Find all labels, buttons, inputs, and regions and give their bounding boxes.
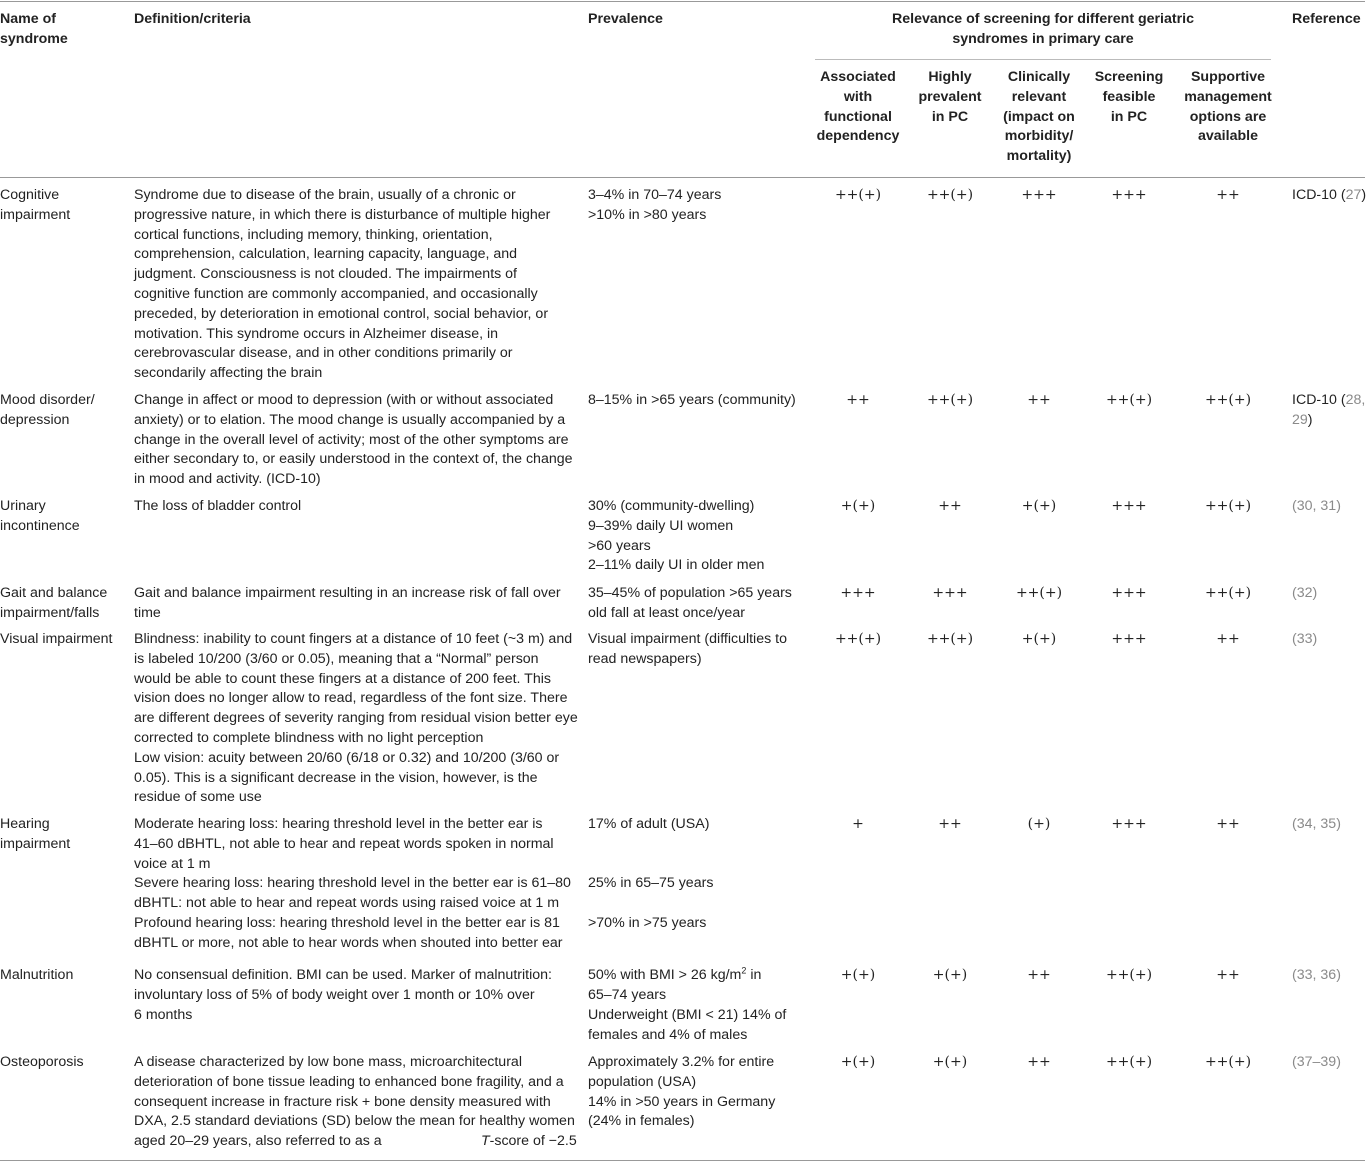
row-reference: (33, 36) [1292,967,1341,983]
header-definition: Definition/criteria [134,11,251,27]
row-name: Malnutrition [0,967,74,983]
reference-link[interactable]: 36 [1320,967,1337,983]
row-name: Hearing impairment [0,816,71,852]
header-functional-dependency: Associated with functional dependency [816,69,900,145]
rating-feasible: +++ [1111,187,1147,203]
definition-end: -score of −2.5 [489,1133,577,1149]
rating-clinical: ++ [1027,392,1051,408]
reference-link[interactable]: 33 [1296,967,1313,983]
row-prevalence: 3–4% in 70–74 years >10% in >80 years [588,187,722,223]
row-name: Osteoporosis [0,1054,84,1070]
rating-supportive: ++ [1216,816,1240,832]
row-definition: No consensual definition. BMI can be used. Marker of malnutrition: involuntary loss of 5% of body weight over 1 month or 10% over 6 months [134,967,552,1023]
row-name: Visual impairment [0,631,113,647]
row-prevalence: Approximately 3.2% for entire population (USA) 14% in >50 years in Germany (24% in females) [588,1054,776,1130]
row-reference: (32) [1292,585,1318,601]
rating-prevalent: ++ [938,498,962,514]
header-highly-prevalent: Highly prevalent in PC [918,69,982,125]
row-prevalence: 65–74 years Underweight (BMI < 21) 14% of females and 4% of males [588,987,787,1043]
rating-functional: +(+) [840,967,876,983]
rating-supportive: ++(+) [1204,585,1252,601]
rating-prevalent: +(+) [932,1054,968,1070]
superscript: 2 [741,965,747,976]
rating-prevalent: +(+) [932,967,968,983]
reference-link[interactable]: 35 [1320,816,1337,832]
table-bottom-rule [0,1160,1365,1161]
row-name: Urinary incontinence [0,498,80,534]
rating-supportive: ++(+) [1204,392,1252,408]
reference-link[interactable]: 27 [1345,187,1362,203]
header-clinically-relevant: Clinically relevant (impact on morbidity/ mortality) [1003,69,1075,165]
rating-feasible: +++ [1111,816,1147,832]
rating-clinical: ++ [1027,1054,1051,1070]
row-reference: (34, 35) [1292,816,1341,832]
rating-supportive: ++ [1216,631,1240,647]
row-reference: (33) [1292,631,1318,647]
rating-functional: ++ [846,392,870,408]
row-definition: Syndrome due to disease of the brain, usually of a chronic or progressive nature, in which there is disturbance of multiple higher cortical functions, including memory, thinking, orientation, comprehension, calculation, learning capacity, language, and judgment. Consciousness is not clouded. The impairments of cognitive function are commonly accompanied, and occasionally preceded, by deterioration in emotional control, social behavior, or motivation. This syndrome occurs in Alzheimer disease, in cerebrovascular disease, and in other conditions primarily or secondarily affecting the brain [134,187,551,382]
row-name: Gait and balance impairment/falls [0,585,108,621]
reference-link[interactable]: 33 [1296,631,1313,647]
reference-link[interactable]: 37–39 [1296,1054,1337,1070]
rating-feasible: ++(+) [1105,1054,1153,1070]
rating-functional: +++ [840,585,876,601]
rating-clinical: +(+) [1021,498,1057,514]
rating-clinical: ++(+) [1015,585,1063,601]
reference-link[interactable]: 32 [1296,585,1313,601]
t-score-italic: T [480,1133,490,1149]
row-definition: A disease characterized by low bone mass, microarchitectural deterioration of bone tissue leading to enhanced bone fragility, and a consequent increase in fracture risk + bone density measured with DXA, 2.5 standard deviations (SD) below the mean for healthy women aged 20–29 years, also referred to as a [134,1054,575,1150]
header-supportive-management: Supportive management options are available [1184,69,1272,145]
prevalence-text: in [746,967,762,983]
header-reference: Reference [1292,11,1361,27]
row-prevalence: 17% of adult (USA) [588,816,710,832]
reference-link[interactable]: 30 [1296,498,1313,514]
rating-feasible: +++ [1111,498,1147,514]
reference-link[interactable]: 34 [1296,816,1313,832]
rating-functional: ++(+) [834,187,882,203]
rating-clinical: +(+) [1021,631,1057,647]
rating-functional: +(+) [840,498,876,514]
row-definition: Change in affect or mood to depression (with or without associated anxiety) or to elation. The mood change is usually accompanied by a change in the overall level of activity; most of the other symptoms are either secondary to, or easily understood in the context of, the change in mood and activity. (ICD-10) [134,392,573,488]
rating-clinical: (+) [1027,816,1051,832]
rating-supportive: ++(+) [1204,1054,1252,1070]
rating-prevalent: ++(+) [926,392,974,408]
row-reference: (30, 31) [1292,498,1341,514]
rating-supportive: ++ [1216,187,1240,203]
rating-prevalent: ++(+) [926,631,974,647]
row-reference: (37–39) [1292,1054,1341,1070]
table-top-rule [0,1,1365,2]
row-prevalence: 25% in 65–75 years [588,875,714,891]
rating-clinical: ++ [1027,967,1051,983]
rating-functional: +(+) [840,1054,876,1070]
row-name: Mood disorder/ depression [0,392,95,428]
rating-prevalent: ++ [938,816,962,832]
rating-functional: + [852,816,864,832]
row-prevalence [588,966,761,986]
reference-suffix: ) [1361,187,1366,203]
row-prevalence: 30% (community-dwelling) 9–39% daily UI women >60 years 2–11% daily UI in older men [588,498,765,574]
header-relevance-group: Relevance of screening for different geriatric syndromes in primary care [892,11,1194,47]
rating-feasible: +++ [1111,631,1147,647]
rating-clinical: +++ [1021,187,1057,203]
prevalence-text: 50% with BMI > 26 kg/m [588,967,742,983]
rating-prevalent: ++(+) [926,187,974,203]
rating-functional: ++(+) [834,631,882,647]
row-definition: Blindness: inability to count fingers at a distance of 10 feet (~3 m) and is labeled 10/200 (3/60 or 0.05), meaning that a “Normal” person would be able to count these fingers at a distance of 200 feet. This vision does no longer allow to read, regardless of the font size. There are different degrees of severity ranging from residual vision better eye corrected to complete blindness with no light perception Low vision: acuity between 20/60 (6/18 or 0.32) and 10/200 (3/60 or 0.05). This is a significant decrease in the vision, however, is the residue of some use [134,631,578,806]
reference-suffix: ) [1307,412,1313,428]
header-screening-feasible: Screening feasible in PC [1094,69,1164,125]
rating-supportive: ++(+) [1204,498,1252,514]
reference-prefix: ICD-10 ( [1292,392,1346,408]
row-prevalence: 8–15% in >65 years (community) [588,392,796,408]
rating-prevalent: +++ [932,585,968,601]
row-reference [1292,186,1366,206]
group-header-rule [815,59,1271,60]
row-definition: The loss of bladder control [134,498,302,514]
row-name: Cognitive impairment [0,187,71,223]
header-name-of-syndrome: Name of syndrome [0,11,68,47]
rating-feasible: ++(+) [1105,967,1153,983]
row-reference [1292,391,1365,411]
reference-link[interactable]: 29 [1292,412,1308,428]
row-definition-end [477,1132,577,1152]
row-reference-cont [1292,411,1313,431]
rating-feasible: ++(+) [1105,392,1153,408]
row-definition: Moderate hearing loss: hearing threshold level in the better ear is 41–60 dBHTL, not able to hear and repeat words spoken in normal voice at 1 m Severe hearing loss: hearing threshold level in the better ear is 61–80 dBHTL: not able to hear and repeat words using raised voice at 1 m Profound hearing loss: hearing threshold level in the better ear is 81 dBHTL or more, not able to hear words when shouted into better ear [134,816,571,951]
reference-prefix: ICD-10 ( [1292,187,1346,203]
row-prevalence: Visual impairment (difficulties to read newspapers) [588,631,787,667]
reference-link[interactable]: 28, [1345,392,1366,408]
row-prevalence: 35–45% of population >65 years old fall at least once/year [588,585,792,621]
rating-supportive: ++ [1216,967,1240,983]
header-bottom-rule [0,177,1365,178]
header-prevalence: Prevalence [588,11,663,27]
rating-feasible: +++ [1111,585,1147,601]
row-prevalence: >70% in >75 years [588,915,707,931]
reference-link[interactable]: 31 [1320,498,1337,514]
row-definition: Gait and balance impairment resulting in an increase risk of fall over time [134,585,561,621]
